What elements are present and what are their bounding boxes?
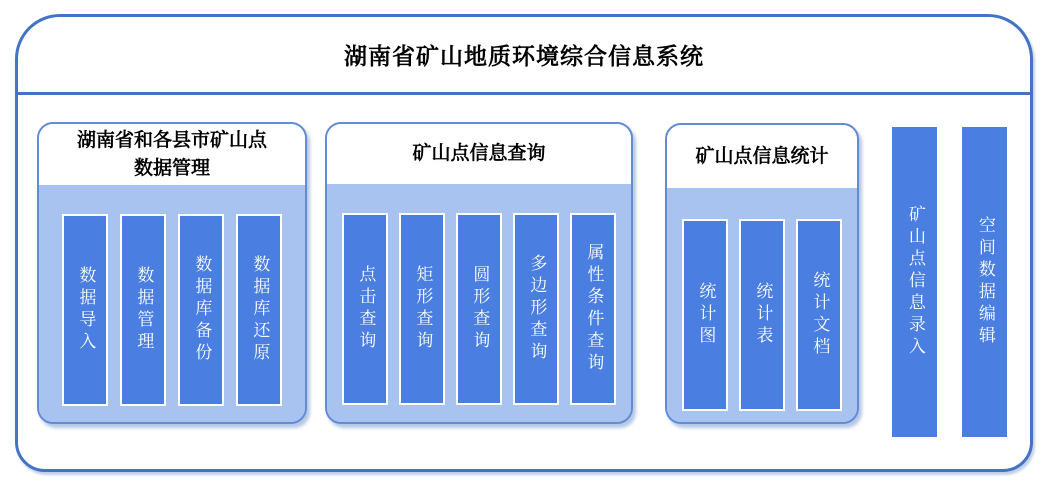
panel-header-line: 湖南省和各县市矿山点 — [76, 129, 267, 151]
module-attribute-condition-query — [570, 213, 616, 405]
panel-header-line: 数据管理 — [133, 157, 210, 179]
module-database-backup — [178, 214, 224, 406]
panel-info-query-header — [327, 124, 631, 184]
module-label: 矿山点信息录入 — [905, 205, 925, 359]
module-label: 圆形查询 — [470, 265, 490, 353]
module-label: 点击查询 — [356, 265, 376, 353]
panel-header-line: 矿山点信息统计 — [695, 145, 829, 167]
panel-info-statistics-header — [667, 125, 857, 188]
module-data-management — [120, 214, 166, 406]
module-label: 属性条件查询 — [584, 243, 604, 375]
module-label: 统计文档 — [810, 271, 830, 359]
module-statistic-chart — [682, 219, 728, 411]
module-spatial-data-edit — [962, 127, 1007, 437]
module-label: 统计表 — [753, 282, 773, 348]
module-label: 矩形查询 — [413, 265, 433, 353]
panel-data-management-body — [39, 185, 305, 422]
panel-info-query — [325, 122, 633, 424]
module-label: 统计图 — [696, 282, 716, 348]
module-data-import — [62, 214, 108, 406]
panel-info-statistics-body — [667, 188, 857, 422]
module-database-restore — [236, 214, 282, 406]
module-click-query — [342, 213, 388, 405]
module-label: 数据导入 — [76, 266, 96, 354]
module-label: 多边形查询 — [527, 254, 547, 364]
system-title: 湖南省矿山地质环境综合信息系统 — [344, 43, 704, 69]
module-mine-info-entry — [892, 127, 937, 437]
module-rectangle-query — [399, 213, 445, 405]
panel-header-line: 矿山点信息查询 — [412, 143, 546, 165]
module-label: 空间数据编辑 — [975, 216, 995, 348]
panel-info-statistics — [665, 123, 859, 424]
module-statistic-table — [739, 219, 785, 411]
module-polygon-query — [513, 213, 559, 405]
panel-data-management — [37, 122, 307, 424]
module-label: 数据管理 — [134, 266, 154, 354]
module-circle-query — [456, 213, 502, 405]
module-statistic-document — [796, 219, 842, 411]
module-label: 数据库还原 — [250, 255, 270, 365]
module-label: 数据库备份 — [192, 255, 212, 365]
panel-data-management-header — [39, 124, 305, 185]
system-title-band — [18, 17, 1030, 95]
panel-info-query-body — [327, 184, 631, 422]
